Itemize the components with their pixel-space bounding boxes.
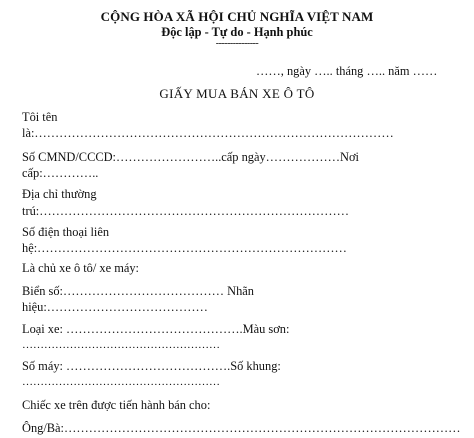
engine-continuation: ……………………………………………… (22, 376, 220, 388)
plate-line: Biển số:………………………………… Nhãn (22, 284, 254, 298)
engine-line: Số máy: ………………………………….Số khung: (22, 359, 281, 373)
national-motto: Độc lập - Tự do - Hạnh phúc (161, 25, 313, 39)
phone-line: hệ:………………………………………………………………… (22, 241, 347, 255)
date-line: ……, ngày ….. tháng ….. năm …… (256, 64, 438, 78)
id-number-line: Số CMND/CCCD:……………………..cấp ngày………………Nơi (22, 150, 359, 164)
name-label: Tôi tên (22, 110, 58, 124)
type-continuation: ……………………………………………… (22, 339, 220, 351)
sale-line: Chiếc xe trên được tiến hành bán cho: (22, 398, 211, 412)
address-line: trú:………………………………………………………………… (22, 204, 349, 218)
header-rule: --------------- (215, 38, 259, 49)
phone-label: Số điện thoại liên (22, 225, 110, 239)
national-title: CỘNG HÒA XÃ HỘI CHỦ NGHĨA VIỆT NAM (100, 9, 374, 24)
address-label: Địa chỉ thường (22, 187, 97, 201)
brand-line: hiệu:………………………………… (22, 300, 208, 314)
owner-line: Là chủ xe ô tô/ xe máy: (22, 261, 139, 275)
document-title: GIẤY MUA BÁN XE Ô TÔ (159, 86, 315, 101)
buyer-line: Ông/Bà:…………………………………………………………………………………… (22, 421, 461, 435)
type-line: Loại xe: …………………………………….Màu sơn: (22, 322, 290, 336)
name-line: là:…………………………………………………………………………… (22, 126, 394, 140)
id-place-line: cấp:………….. (22, 166, 99, 180)
